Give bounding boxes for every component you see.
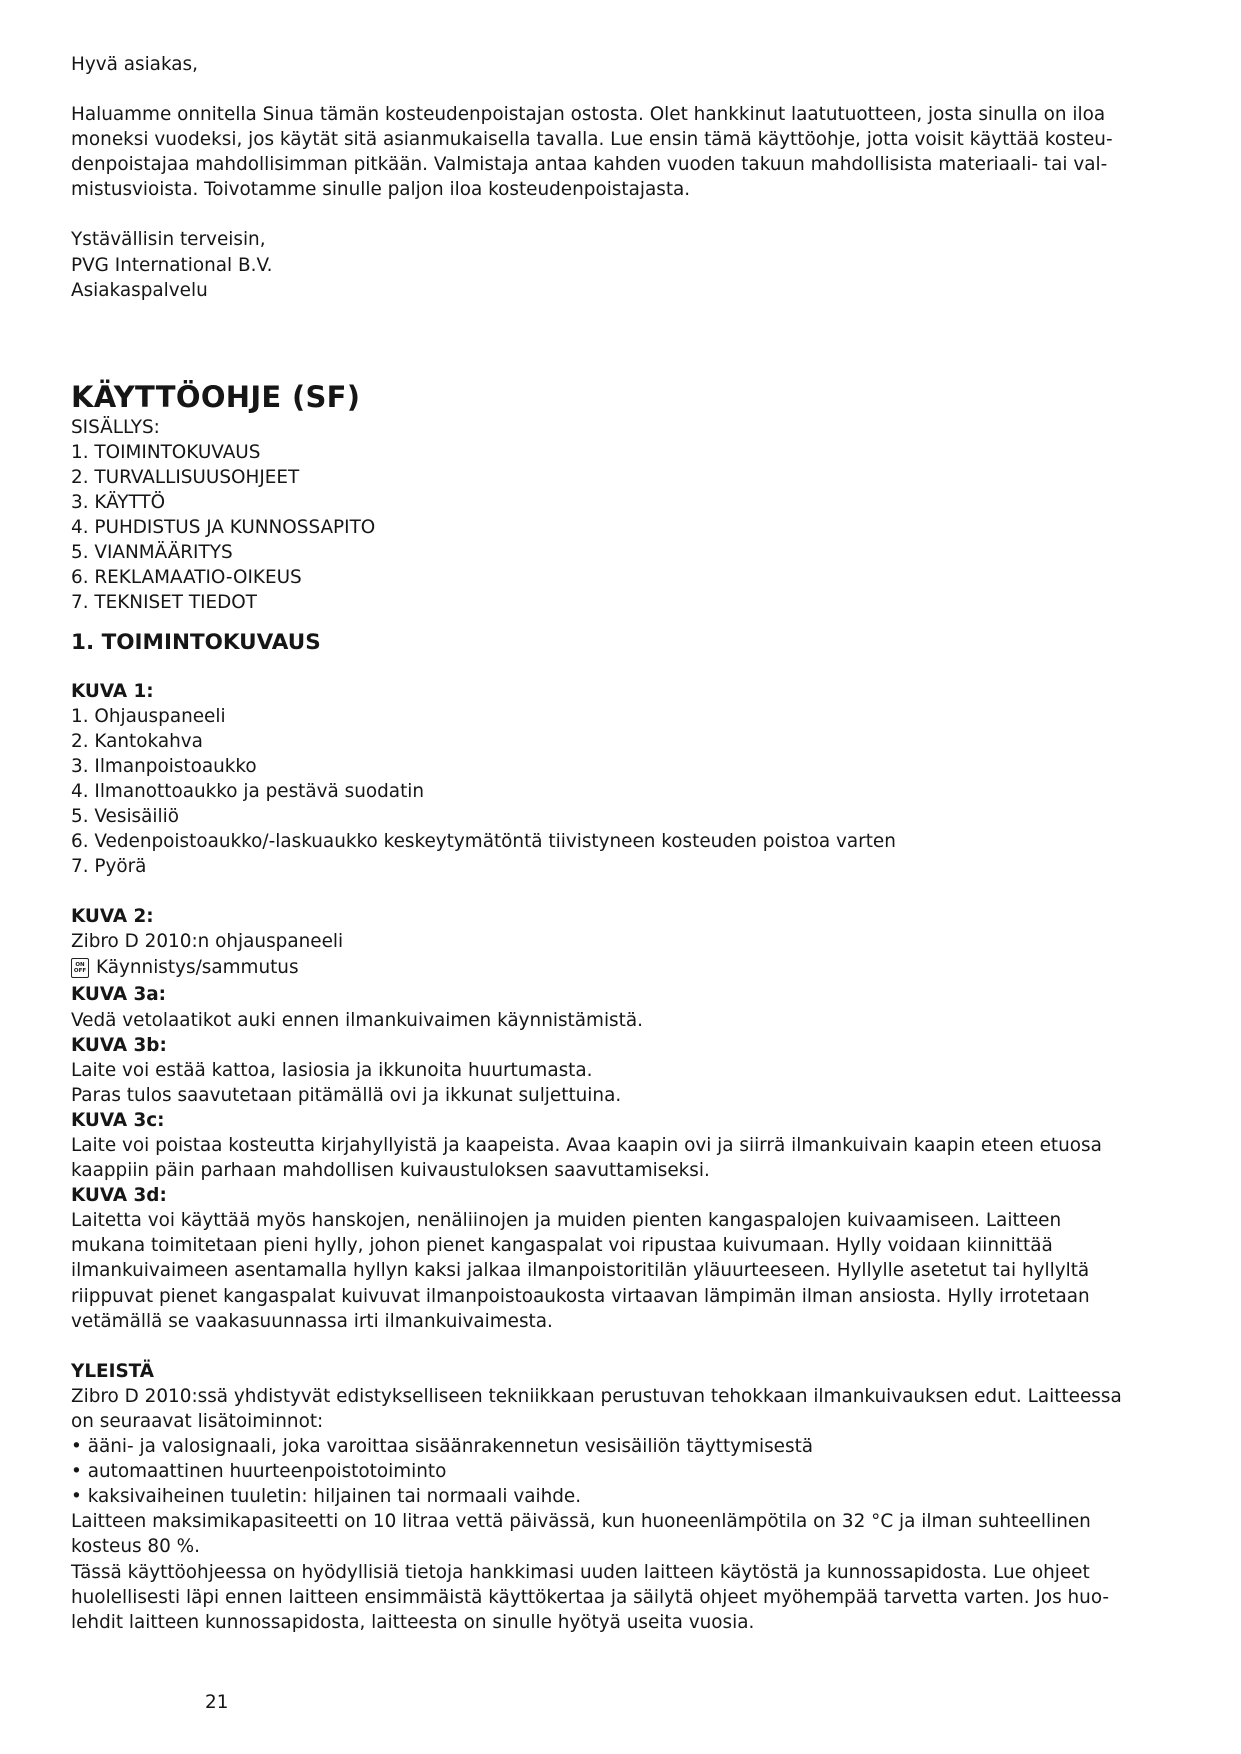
- general-text: Tässä käyttöohjeessa on hyödyllisiä tietoja hankkimasi uuden laitteen käytöstä ja kunnossapidosta. Lue ohjeet: [71, 1561, 1090, 1583]
- figure-text: kaappiin päin parhaan mahdollisen kuivaustuloksen saavuttamiseksi.: [71, 1160, 710, 1182]
- figure-text: Vedä vetolaatikot auki ennen ilmankuivaimen käynnistämistä.: [71, 1009, 643, 1031]
- letter-department: Asiakaspalvelu: [71, 279, 208, 301]
- general-text: on seuraavat lisätoiminnot:: [71, 1410, 324, 1432]
- letter-company: PVG International B.V.: [71, 254, 273, 276]
- document-page: [71, 52, 1171, 1635]
- general-text: huolellisesti läpi ennen laitteen ensimmäistä käyttökertaa ja säilytä ohjeet myöhempää tarvetta varten. Jos huo-: [71, 1586, 1110, 1608]
- figure-text: mukana toimitetaan pieni hylly, johon pienet kangaspalat voi ripustaa kuivumaan. Hylly voidaan kiinnittää: [71, 1235, 1053, 1257]
- list-item: 2. Kantokahva: [71, 730, 203, 752]
- letter-body-line: Haluamme onnitella Sinua tämän kosteudenpoistajan ostosta. Olet hankkinut laatutuotteen, josta sinulla on iloa: [71, 104, 1106, 126]
- figure-text: Laite voi poistaa kosteutta kirjahyllyistä ja kaapeista. Avaa kaapin ovi ja siirrä ilmankuivain kaapin eteen etuosa: [71, 1135, 1102, 1156]
- toc-item: 5. VIANMÄÄRITYS: [71, 542, 233, 564]
- letter-body-line: moneksi vuodeksi, jos käytät sitä asianmukaisella tavalla. Lue ensin tämä käyttöohje, jotta voisit käyttää kosteu-: [71, 129, 1113, 151]
- general-heading: YLEISTÄ: [71, 1360, 155, 1382]
- figure-caption: Zibro D 2010:n ohjauspaneeli: [71, 931, 344, 953]
- general-bullet: • kaksivaiheinen tuuletin: hiljainen tai normaali vaihde.: [71, 1486, 582, 1508]
- toc-item: 6. REKLAMAATIO-OIKEUS: [71, 567, 302, 589]
- list-item: 1. Ohjauspaneeli: [71, 705, 226, 727]
- figure-text: Paras tulos saavutetaan pitämällä ovi ja ikkunat suljettuina.: [71, 1084, 622, 1106]
- figure-text: Laite voi estää kattoa, lasiosia ja ikkunoita huurtumasta.: [71, 1059, 593, 1081]
- letter-body-line: denpoistajaa mahdollisimman pitkään. Valmistaja antaa kahden vuoden takuun mahdollisista materiaali- tai val-: [71, 154, 1108, 176]
- general-text: kosteus 80 %.: [71, 1536, 201, 1558]
- toc-item: 3. KÄYTTÖ: [71, 492, 166, 514]
- list-item: 3. Ilmanpoistoaukko: [71, 755, 257, 777]
- list-item: 7. Pyörä: [71, 856, 147, 878]
- figure-label: KUVA 2:: [71, 906, 154, 928]
- general-text: Zibro D 2010:ssä yhdistyvät edistykselliseen tekniikkaan perustuvan tehokkaan ilmankuivauksen edut. Laitteessa: [71, 1385, 1122, 1407]
- onoff-icon-bottom: OFF: [73, 968, 87, 975]
- list-item: 5. Vesisäiliö: [71, 805, 179, 827]
- general-bullet: • ääni- ja valosignaali, joka varoittaa sisäänrakennetun vesisäiliön täyttymisestä: [71, 1436, 814, 1458]
- list-item: 6. Vedenpoistoaukko/-laskuaukko keskeytymätöntä tiivistyneen kosteuden poistoa varten: [71, 831, 896, 853]
- figure-label: KUVA 1:: [71, 680, 154, 702]
- figure-label: KUVA 3b:: [71, 1034, 167, 1056]
- figure-label: KUVA 3c:: [71, 1109, 165, 1131]
- figure-1-parts-list: [71, 704, 1171, 880]
- figure-text: ilmankuivaimeen asentamalla hyllyn kaksi jalkaa ilmanpoistoritilän yläuurteeseen. Hyllylle asetetut tai hyllyltä: [71, 1260, 1090, 1282]
- letter-closing: Ystävällisin terveisin,: [71, 229, 266, 251]
- general-text: lehdit laitteen kunnossapidosta, laitteesta on sinulle hyötyä useita vuosia.: [71, 1611, 755, 1633]
- general-bullet: • automaattinen huurteenpoistotoiminto: [71, 1461, 447, 1483]
- toc-item: 2. TURVALLISUUSOHJEET: [71, 466, 300, 488]
- letter-body-line: mistusvioista. Toivotamme sinulle paljon iloa kosteudenpoistajasta.: [71, 179, 691, 201]
- letter-body: [71, 102, 1171, 202]
- figure-label: KUVA 3a:: [71, 984, 167, 1006]
- manual-title: KÄYTTÖOHJE (SF): [71, 379, 361, 414]
- letter-greeting: Hyvä asiakas,: [71, 54, 198, 75]
- section-heading: 1. TOIMINTOKUVAUS: [71, 629, 321, 655]
- figure-label: KUVA 3d:: [71, 1185, 167, 1207]
- figure-text: riippuvat pienet kangaspalat kuivuvat ilmanpoistoaukosta virtaavan lämpimän ilman ansiosta. Hylly irrotetaan: [71, 1285, 1090, 1307]
- page-number: 21: [205, 1692, 229, 1713]
- power-button-icon: [71, 958, 89, 978]
- figure-text: vetämällä se vaakasuunnassa irti ilmankuivaimesta.: [71, 1310, 553, 1332]
- table-of-contents: [71, 440, 1171, 616]
- toc-item: 7. TEKNISET TIEDOT: [71, 592, 258, 614]
- list-item: 4. Ilmanottoaukko ja pestävä suodatin: [71, 780, 425, 802]
- toc-heading: SISÄLLYS:: [71, 416, 160, 438]
- figure-text: Laitetta voi käyttää myös hanskojen, nenäliinojen ja muiden pienten kangaspalojen kuivaamiseen. Laitteen: [71, 1210, 1062, 1232]
- onoff-label: Käynnistys/sammutus: [96, 957, 299, 979]
- toc-item: 4. PUHDISTUS JA KUNNOSSAPITO: [71, 517, 376, 539]
- general-text: Laitteen maksimikapasiteetti on 10 litraa vettä päivässä, kun huoneenlämpötila on 32 °C ja ilman suhteellinen: [71, 1511, 1091, 1533]
- toc-item: 1. TOIMINTOKUVAUS: [71, 441, 261, 463]
- onoff-row: [71, 954, 1171, 982]
- onoff-icon-top: ON: [75, 962, 85, 969]
